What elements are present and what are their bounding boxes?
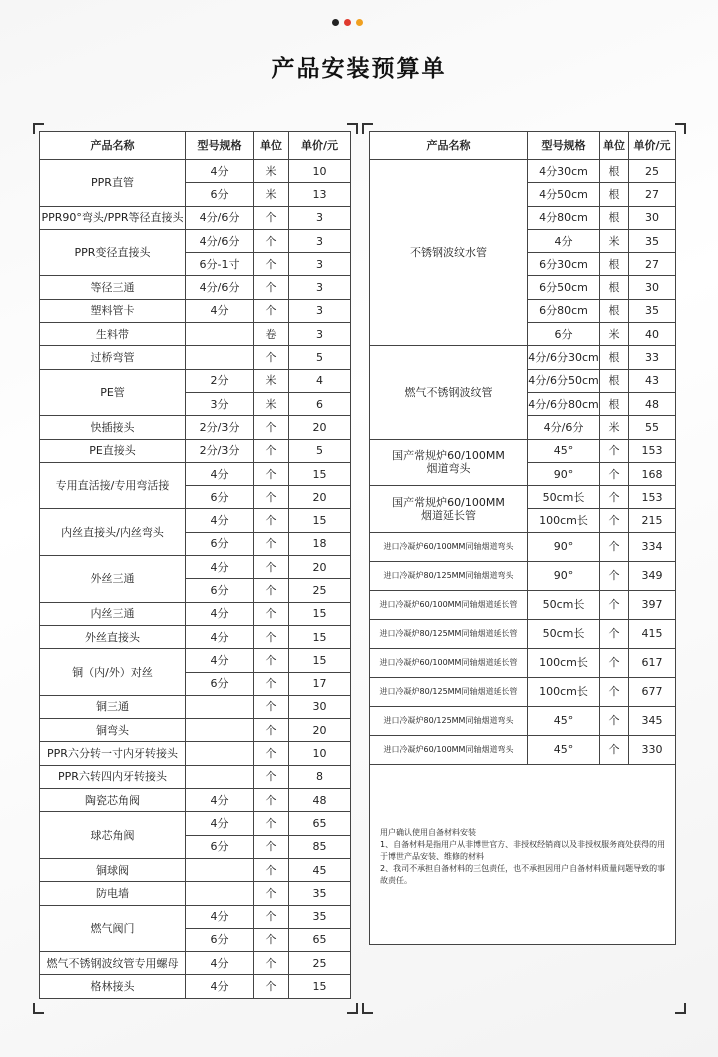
price-cell: 40 bbox=[629, 323, 676, 346]
product-name-cell: 国产常规炉60/100MM 烟道弯头 bbox=[370, 439, 528, 486]
price-cell: 153 bbox=[629, 486, 676, 509]
table-row bbox=[40, 952, 351, 975]
spec-cell: 2分/3分 bbox=[186, 416, 254, 439]
table-row bbox=[370, 619, 676, 648]
note-line: 用户确认使用自备材料安装 bbox=[380, 827, 476, 837]
spec-cell: 90° bbox=[528, 532, 600, 561]
price-cell: 20 bbox=[289, 719, 351, 742]
product-name-cell: PPR六转四内牙转接头 bbox=[40, 765, 186, 788]
spec-cell: 100cm长 bbox=[528, 677, 600, 706]
unit-cell: 个 bbox=[254, 509, 289, 532]
unit-cell: 个 bbox=[254, 556, 289, 579]
unit-cell: 个 bbox=[254, 695, 289, 718]
price-cell: 168 bbox=[629, 462, 676, 485]
product-name-cell: 等径三通 bbox=[40, 276, 186, 299]
unit-cell: 米 bbox=[600, 323, 629, 346]
corner-bracket bbox=[675, 1003, 686, 1014]
unit-cell: 个 bbox=[254, 952, 289, 975]
unit-cell: 个 bbox=[254, 835, 289, 858]
table-row bbox=[40, 602, 351, 625]
price-cell: 15 bbox=[289, 649, 351, 672]
table-row bbox=[40, 625, 351, 648]
product-name-cell: PPR六分转一寸内牙转接头 bbox=[40, 742, 186, 765]
unit-cell: 个 bbox=[254, 206, 289, 229]
spec-cell: 45° bbox=[528, 706, 600, 735]
table-row bbox=[40, 765, 351, 788]
price-cell: 397 bbox=[629, 590, 676, 619]
product-name-cell: PPR直管 bbox=[40, 160, 186, 207]
table-body-right bbox=[370, 160, 676, 945]
price-cell: 677 bbox=[629, 677, 676, 706]
unit-cell: 个 bbox=[254, 928, 289, 951]
table-row bbox=[40, 905, 351, 928]
note-line: 1、自备材料是指用户从非博世官方、非授权经销商以及非授权服务商处获得的用于博世产品安装、维修的材料 bbox=[380, 839, 666, 861]
unit-cell: 个 bbox=[254, 858, 289, 881]
unit-cell: 米 bbox=[254, 369, 289, 392]
unit-cell: 个 bbox=[254, 672, 289, 695]
unit-cell: 米 bbox=[254, 392, 289, 415]
price-cell: 3 bbox=[289, 229, 351, 252]
table-row bbox=[40, 462, 351, 485]
product-name-cell: 过桥弯管 bbox=[40, 346, 186, 369]
product-name-cell: 陶瓷芯角阀 bbox=[40, 789, 186, 812]
table-row bbox=[40, 160, 351, 183]
product-name-cell: 铜（内/外）对丝 bbox=[40, 649, 186, 696]
spec-cell: 6分 bbox=[186, 579, 254, 602]
product-name-cell: 生料带 bbox=[40, 323, 186, 346]
page-title: 产品安装预算单 bbox=[271, 56, 447, 82]
spec-cell: 45° bbox=[528, 439, 600, 462]
table-row bbox=[370, 439, 676, 462]
price-cell: 15 bbox=[289, 462, 351, 485]
table-row bbox=[40, 695, 351, 718]
product-name-cell: 进口冷凝炉60/100MM同轴烟道弯头 bbox=[370, 735, 528, 764]
unit-cell: 个 bbox=[254, 602, 289, 625]
spec-cell: 2分/3分 bbox=[186, 439, 254, 462]
corner-bracket bbox=[33, 1003, 44, 1014]
header-product-name: 产品名称 bbox=[40, 132, 186, 160]
unit-cell: 个 bbox=[254, 346, 289, 369]
unit-cell: 个 bbox=[254, 462, 289, 485]
spec-cell bbox=[186, 323, 254, 346]
spec-cell: 4分 bbox=[528, 229, 600, 252]
price-cell: 65 bbox=[289, 812, 351, 835]
table-row bbox=[40, 369, 351, 392]
price-cell: 30 bbox=[629, 276, 676, 299]
header-spec: 型号规格 bbox=[186, 132, 254, 160]
product-name-cell: 燃气阀门 bbox=[40, 905, 186, 952]
price-cell: 25 bbox=[629, 160, 676, 183]
table-row bbox=[40, 812, 351, 835]
spec-cell: 4分 bbox=[186, 975, 254, 998]
product-name-cell: 进口冷凝炉80/125MM同轴烟道弯头 bbox=[370, 706, 528, 735]
spec-cell bbox=[186, 882, 254, 905]
product-name-cell: 燃气不锈钢波纹管专用螺母 bbox=[40, 952, 186, 975]
product-name-cell: 进口冷凝炉80/125MM同轴烟道延长管 bbox=[370, 677, 528, 706]
product-name-cell: 进口冷凝炉80/125MM同轴烟道弯头 bbox=[370, 561, 528, 590]
spec-cell: 90° bbox=[528, 561, 600, 590]
unit-cell: 个 bbox=[600, 462, 629, 485]
table-row bbox=[40, 346, 351, 369]
price-cell: 8 bbox=[289, 765, 351, 788]
product-name-cell: 不锈钢波纹水管 bbox=[370, 160, 528, 346]
product-name-cell: 外丝三通 bbox=[40, 556, 186, 603]
unit-cell: 根 bbox=[600, 392, 629, 415]
price-table-left bbox=[39, 131, 351, 999]
spec-cell bbox=[186, 346, 254, 369]
product-name-cell: PPR90°弯头/PPR等径直接头 bbox=[40, 206, 186, 229]
price-cell: 415 bbox=[629, 619, 676, 648]
product-name-cell: 防电墙 bbox=[40, 882, 186, 905]
unit-cell: 个 bbox=[254, 719, 289, 742]
unit-cell: 根 bbox=[600, 160, 629, 183]
table-row bbox=[40, 882, 351, 905]
price-cell: 43 bbox=[629, 369, 676, 392]
price-cell: 15 bbox=[289, 602, 351, 625]
unit-cell: 个 bbox=[600, 706, 629, 735]
product-name-cell: 进口冷凝炉60/100MM同轴烟道弯头 bbox=[370, 532, 528, 561]
unit-cell: 个 bbox=[600, 590, 629, 619]
price-cell: 55 bbox=[629, 416, 676, 439]
price-cell: 3 bbox=[289, 323, 351, 346]
table-row bbox=[370, 648, 676, 677]
price-cell: 17 bbox=[289, 672, 351, 695]
price-cell: 334 bbox=[629, 532, 676, 561]
product-name-cell: 专用直活接/专用弯活接 bbox=[40, 462, 186, 509]
product-name-cell: 格林接头 bbox=[40, 975, 186, 998]
product-name-cell: 球芯角阀 bbox=[40, 812, 186, 859]
price-cell: 25 bbox=[289, 579, 351, 602]
product-name-cell: 外丝直接头 bbox=[40, 625, 186, 648]
product-name-cell: 内丝三通 bbox=[40, 602, 186, 625]
price-cell: 15 bbox=[289, 509, 351, 532]
price-cell: 25 bbox=[289, 952, 351, 975]
unit-cell: 米 bbox=[600, 416, 629, 439]
table-row bbox=[40, 323, 351, 346]
spec-cell: 4分 bbox=[186, 160, 254, 183]
spec-cell: 6分 bbox=[186, 672, 254, 695]
unit-cell: 个 bbox=[254, 882, 289, 905]
price-cell: 18 bbox=[289, 532, 351, 555]
table-row bbox=[40, 509, 351, 532]
unit-cell: 个 bbox=[600, 735, 629, 764]
price-cell: 215 bbox=[629, 509, 676, 532]
product-name-cell: 燃气不锈钢波纹管 bbox=[370, 346, 528, 439]
price-cell: 20 bbox=[289, 556, 351, 579]
product-name-cell: 进口冷凝炉60/100MM同轴烟道延长管 bbox=[370, 590, 528, 619]
table-row bbox=[40, 649, 351, 672]
spec-cell: 4分 bbox=[186, 952, 254, 975]
spec-cell: 4分 bbox=[186, 556, 254, 579]
price-cell: 13 bbox=[289, 183, 351, 206]
price-cell: 33 bbox=[629, 346, 676, 369]
unit-cell: 个 bbox=[254, 625, 289, 648]
table-row bbox=[40, 556, 351, 579]
unit-cell: 根 bbox=[600, 369, 629, 392]
decorative-dots bbox=[332, 19, 363, 26]
product-name-cell: 国产常规炉60/100MM 烟道延长管 bbox=[370, 486, 528, 533]
table-row bbox=[370, 735, 676, 764]
spec-cell: 4分/6分80cm bbox=[528, 392, 600, 415]
spec-cell: 6分 bbox=[186, 928, 254, 951]
product-name-cell: PE直接头 bbox=[40, 439, 186, 462]
price-cell: 35 bbox=[629, 229, 676, 252]
product-name-cell: 塑料管卡 bbox=[40, 299, 186, 322]
table-body-left bbox=[40, 160, 351, 999]
notes-row bbox=[370, 764, 676, 944]
price-cell: 153 bbox=[629, 439, 676, 462]
price-cell: 48 bbox=[289, 789, 351, 812]
spec-cell: 4分/6分 bbox=[186, 229, 254, 252]
price-cell: 617 bbox=[629, 648, 676, 677]
table-row bbox=[370, 677, 676, 706]
unit-cell: 根 bbox=[600, 183, 629, 206]
price-cell: 330 bbox=[629, 735, 676, 764]
spec-cell: 100cm长 bbox=[528, 509, 600, 532]
price-cell: 85 bbox=[289, 835, 351, 858]
header-product-name: 产品名称 bbox=[370, 132, 528, 160]
price-cell: 15 bbox=[289, 625, 351, 648]
spec-cell: 90° bbox=[528, 462, 600, 485]
spec-cell: 4分/6分50cm bbox=[528, 369, 600, 392]
unit-cell: 卷 bbox=[254, 323, 289, 346]
price-cell: 35 bbox=[629, 299, 676, 322]
note-line: 2、我司不承担自备材料的三包责任，也不承担因用户自备材料质量问题导致的事故责任。 bbox=[380, 863, 666, 885]
product-name-cell: 进口冷凝炉80/125MM同轴烟道延长管 bbox=[370, 619, 528, 648]
spec-cell: 4分 bbox=[186, 812, 254, 835]
spec-cell: 6分-1寸 bbox=[186, 253, 254, 276]
unit-cell: 米 bbox=[254, 183, 289, 206]
unit-cell: 个 bbox=[600, 677, 629, 706]
spec-cell: 4分 bbox=[186, 789, 254, 812]
unit-cell: 根 bbox=[600, 276, 629, 299]
header-unit: 单位 bbox=[600, 132, 629, 160]
unit-cell: 根 bbox=[600, 206, 629, 229]
spec-cell: 4分 bbox=[186, 462, 254, 485]
header-price: 单价/元 bbox=[289, 132, 351, 160]
table-row bbox=[40, 416, 351, 439]
product-name-cell: PPR变径直接头 bbox=[40, 229, 186, 276]
spec-cell: 50cm长 bbox=[528, 590, 600, 619]
spec-cell: 4分 bbox=[186, 905, 254, 928]
table-row bbox=[40, 299, 351, 322]
price-cell: 3 bbox=[289, 276, 351, 299]
spec-cell: 4分/6分 bbox=[186, 276, 254, 299]
unit-cell: 个 bbox=[254, 812, 289, 835]
spec-cell: 6分 bbox=[528, 323, 600, 346]
unit-cell: 个 bbox=[254, 789, 289, 812]
spec-cell: 2分 bbox=[186, 369, 254, 392]
table-row bbox=[40, 789, 351, 812]
unit-cell: 个 bbox=[600, 486, 629, 509]
price-cell: 65 bbox=[289, 928, 351, 951]
spec-cell bbox=[186, 858, 254, 881]
price-cell: 5 bbox=[289, 346, 351, 369]
dot-red bbox=[344, 19, 351, 26]
spec-cell: 4分 bbox=[186, 299, 254, 322]
unit-cell: 个 bbox=[254, 905, 289, 928]
product-name-cell: 铜三通 bbox=[40, 695, 186, 718]
spec-cell: 6分 bbox=[186, 532, 254, 555]
spec-cell: 6分50cm bbox=[528, 276, 600, 299]
spec-cell: 4分 bbox=[186, 602, 254, 625]
price-cell: 27 bbox=[629, 183, 676, 206]
notes-cell bbox=[370, 764, 676, 944]
table-row bbox=[40, 975, 351, 998]
product-name-cell: 铜球阀 bbox=[40, 858, 186, 881]
unit-cell: 个 bbox=[254, 742, 289, 765]
price-cell: 30 bbox=[289, 695, 351, 718]
product-name-cell: 内丝直接头/内丝弯头 bbox=[40, 509, 186, 556]
table-row bbox=[370, 160, 676, 183]
price-cell: 10 bbox=[289, 160, 351, 183]
price-cell: 27 bbox=[629, 253, 676, 276]
unit-cell: 个 bbox=[600, 509, 629, 532]
spec-cell: 100cm长 bbox=[528, 648, 600, 677]
unit-cell: 个 bbox=[254, 649, 289, 672]
table-row bbox=[370, 346, 676, 369]
table-row bbox=[40, 229, 351, 252]
unit-cell: 个 bbox=[254, 439, 289, 462]
unit-cell: 个 bbox=[600, 439, 629, 462]
table-row bbox=[370, 561, 676, 590]
spec-cell: 45° bbox=[528, 735, 600, 764]
unit-cell: 个 bbox=[254, 579, 289, 602]
corner-bracket bbox=[347, 1003, 358, 1014]
spec-cell: 4分50cm bbox=[528, 183, 600, 206]
price-cell: 3 bbox=[289, 253, 351, 276]
spec-cell: 4分 bbox=[186, 625, 254, 648]
table-row bbox=[370, 590, 676, 619]
spec-cell: 50cm长 bbox=[528, 619, 600, 648]
spec-cell: 6分80cm bbox=[528, 299, 600, 322]
unit-cell: 个 bbox=[254, 253, 289, 276]
spec-cell: 6分30cm bbox=[528, 253, 600, 276]
table-row bbox=[40, 719, 351, 742]
price-cell: 6 bbox=[289, 392, 351, 415]
price-cell: 349 bbox=[629, 561, 676, 590]
unit-cell: 根 bbox=[600, 346, 629, 369]
spec-cell: 4分/6分30cm bbox=[528, 346, 600, 369]
spec-cell: 3分 bbox=[186, 392, 254, 415]
spec-cell: 50cm长 bbox=[528, 486, 600, 509]
spec-cell: 4分/6分 bbox=[186, 206, 254, 229]
price-cell: 35 bbox=[289, 905, 351, 928]
price-table-right bbox=[369, 131, 676, 945]
price-cell: 45 bbox=[289, 858, 351, 881]
unit-cell: 根 bbox=[600, 299, 629, 322]
price-cell: 20 bbox=[289, 416, 351, 439]
spec-cell: 6分 bbox=[186, 486, 254, 509]
table-row bbox=[40, 742, 351, 765]
unit-cell: 个 bbox=[600, 619, 629, 648]
unit-cell: 个 bbox=[254, 299, 289, 322]
price-cell: 30 bbox=[629, 206, 676, 229]
spec-cell: 4分30cm bbox=[528, 160, 600, 183]
unit-cell: 个 bbox=[600, 561, 629, 590]
spec-cell: 4分80cm bbox=[528, 206, 600, 229]
price-cell: 15 bbox=[289, 975, 351, 998]
price-cell: 35 bbox=[289, 882, 351, 905]
price-cell: 10 bbox=[289, 742, 351, 765]
dot-orange bbox=[356, 19, 363, 26]
price-cell: 5 bbox=[289, 439, 351, 462]
table-row bbox=[40, 858, 351, 881]
unit-cell: 个 bbox=[254, 486, 289, 509]
spec-cell: 4分 bbox=[186, 649, 254, 672]
spec-cell: 6分 bbox=[186, 183, 254, 206]
header-price: 单价/元 bbox=[629, 132, 676, 160]
unit-cell: 个 bbox=[254, 276, 289, 299]
spec-cell bbox=[186, 765, 254, 788]
corner-bracket bbox=[675, 123, 686, 134]
unit-cell: 个 bbox=[254, 765, 289, 788]
unit-cell: 个 bbox=[254, 532, 289, 555]
price-cell: 3 bbox=[289, 299, 351, 322]
table-row bbox=[40, 206, 351, 229]
spec-cell: 6分 bbox=[186, 835, 254, 858]
table-row bbox=[370, 532, 676, 561]
corner-bracket bbox=[362, 1003, 373, 1014]
unit-cell: 个 bbox=[254, 229, 289, 252]
dot-black bbox=[332, 19, 339, 26]
unit-cell: 米 bbox=[254, 160, 289, 183]
spec-cell: 4分/6分 bbox=[528, 416, 600, 439]
price-cell: 4 bbox=[289, 369, 351, 392]
unit-cell: 米 bbox=[600, 229, 629, 252]
price-cell: 20 bbox=[289, 486, 351, 509]
product-name-cell: 快插接头 bbox=[40, 416, 186, 439]
price-cell: 48 bbox=[629, 392, 676, 415]
spec-cell: 4分 bbox=[186, 509, 254, 532]
price-cell: 345 bbox=[629, 706, 676, 735]
table-row bbox=[40, 276, 351, 299]
spec-cell bbox=[186, 695, 254, 718]
price-cell: 3 bbox=[289, 206, 351, 229]
unit-cell: 根 bbox=[600, 253, 629, 276]
product-name-cell: 铜弯头 bbox=[40, 719, 186, 742]
table-row bbox=[40, 439, 351, 462]
product-name-cell: 进口冷凝炉60/100MM同轴烟道延长管 bbox=[370, 648, 528, 677]
product-name-cell: PE管 bbox=[40, 369, 186, 416]
spec-cell bbox=[186, 719, 254, 742]
unit-cell: 个 bbox=[600, 532, 629, 561]
spec-cell bbox=[186, 742, 254, 765]
table-row bbox=[370, 486, 676, 509]
header-spec: 型号规格 bbox=[528, 132, 600, 160]
unit-cell: 个 bbox=[254, 975, 289, 998]
header-unit: 单位 bbox=[254, 132, 289, 160]
unit-cell: 个 bbox=[254, 416, 289, 439]
table-row bbox=[370, 706, 676, 735]
unit-cell: 个 bbox=[600, 648, 629, 677]
